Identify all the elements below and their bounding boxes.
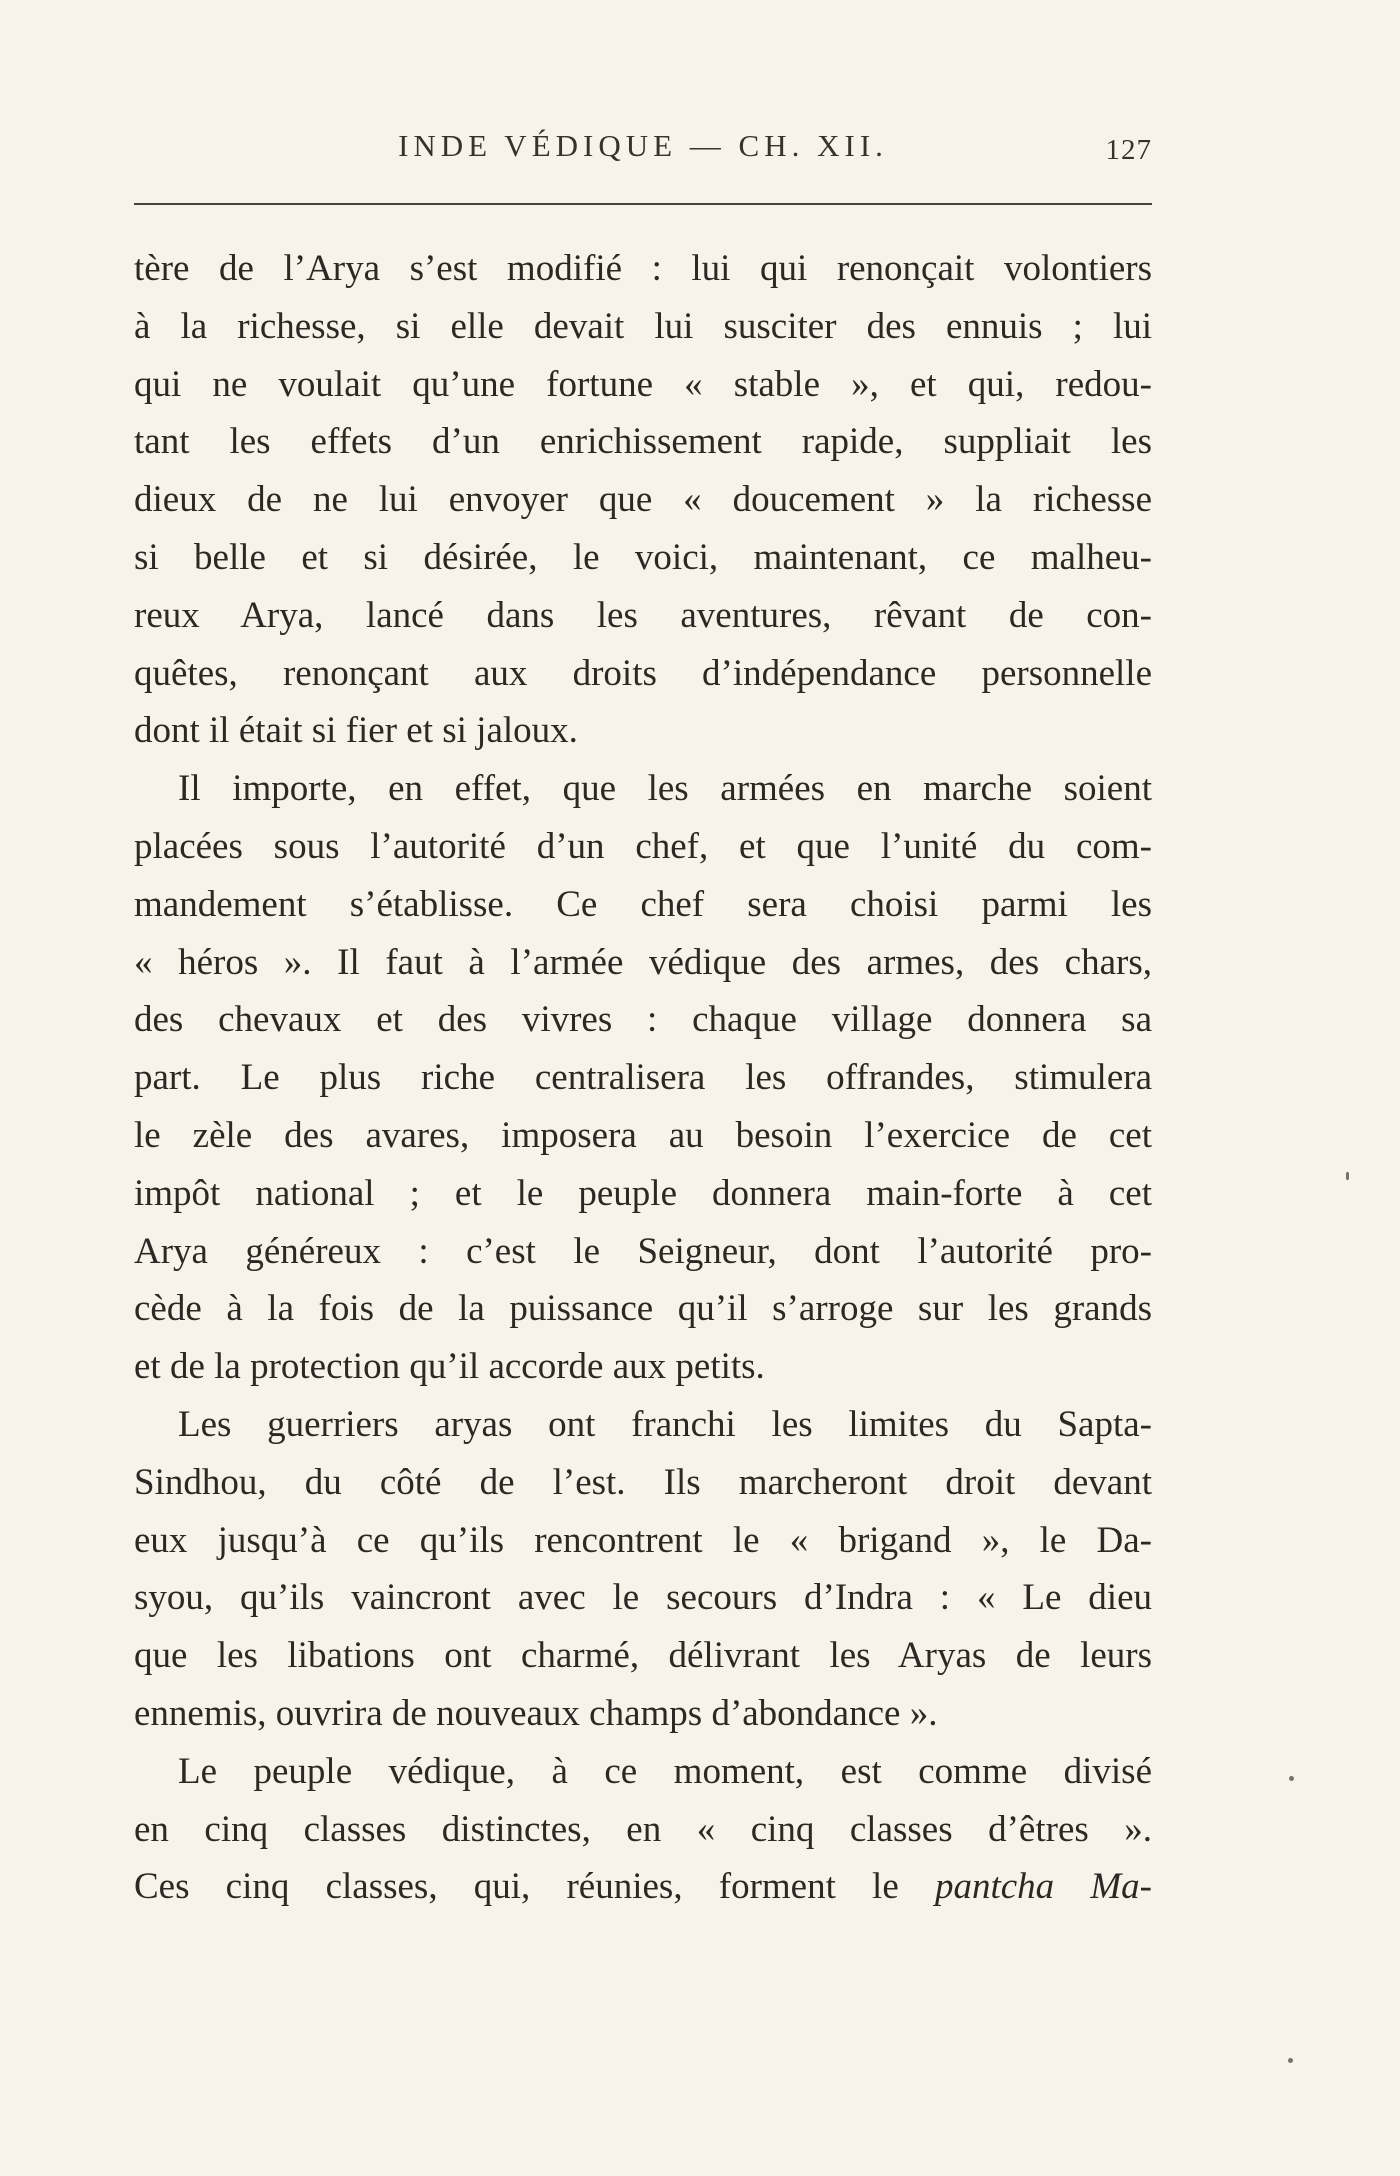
header-rule [134, 203, 1152, 205]
text-line: dont il était si fier et si jaloux. [134, 710, 578, 752]
text-line: dieux de ne lui envoyer que « doucement » la richesse [134, 479, 1152, 521]
italic-term: pantcha Ma- [934, 1866, 1152, 1908]
text-line-final [134, 1858, 1152, 1916]
text-line: tant les effets d’un enrichissement rapide, suppliait les [134, 421, 1152, 463]
running-title: INDE VÉDIQUE — CH. XII. [398, 128, 888, 163]
paper-speck [1289, 1776, 1294, 1781]
text-line: placées sous l’autorité d’un chef, et que l’unité du com- [134, 825, 1152, 867]
text-line: si belle et si désirée, le voici, maintenant, ce malheu- [134, 536, 1152, 578]
text-line: impôt national ; et le peuple donnera main-forte à cet [134, 1172, 1152, 1214]
paragraph-start-line: Il importe, en effet, que les armées en marche soient [178, 768, 1152, 810]
text-line: Sindhou, du côté de l’est. Ils marcheront droit devant [134, 1461, 1152, 1503]
text-line: eux jusqu’à ce qu’ils rencontrent le « brigand », le Da- [134, 1519, 1152, 1561]
text-line: syou, qu’ils vaincront avec le secours d’Indra : « Le dieu [134, 1577, 1152, 1619]
text-line: « héros ». Il faut à l’armée védique des armes, des chars, [134, 941, 1152, 983]
text-line: des chevaux et des vivres : chaque village donnera sa [134, 999, 1152, 1041]
page-number: 127 [1105, 134, 1152, 166]
text-line: en cinq classes distinctes, en « cinq classes d’êtres ». [134, 1808, 1152, 1850]
text-line: le zèle des avares, imposera au besoin l’exercice de cet [134, 1114, 1152, 1156]
text-line: tère de l’Arya s’est modifié : lui qui renonçait volontiers [134, 248, 1152, 289]
text-line: qui ne voulait qu’une fortune « stable », et qui, redou- [134, 363, 1152, 405]
paragraph-start-line: Le peuple védique, à ce moment, est comme divisé [178, 1750, 1152, 1792]
text-line: quêtes, renonçant aux droits d’indépendance personnelle [134, 652, 1152, 694]
final-line-roman: Ces cinq classes, qui, réunies, forment le [134, 1866, 899, 1908]
paper-speck [1288, 2058, 1293, 2063]
running-head [134, 128, 1152, 188]
text-line: à la richesse, si elle devait lui susciter des ennuis ; lui [134, 305, 1152, 347]
text-line: Arya généreux : c’est le Seigneur, dont l’autorité pro- [134, 1230, 1152, 1272]
text-line: que les libations ont charmé, délivrant les Aryas de leurs [134, 1635, 1152, 1677]
text-line: ennemis, ouvrira de nouveaux champs d’abondance ». [134, 1692, 938, 1734]
paragraph-start-line: Les guerriers aryas ont franchi les limites du Sapta- [178, 1403, 1152, 1445]
paper-speck [1346, 1172, 1349, 1180]
text-line: reux Arya, lancé dans les aventures, rêvant de con- [134, 594, 1152, 636]
text-line: part. Le plus riche centralisera les offrandes, stimulera [134, 1057, 1152, 1099]
text-line: cède à la fois de la puissance qu’il s’arroge sur les grands [134, 1288, 1152, 1330]
body-text [134, 240, 1152, 1916]
text-line: mandement s’établisse. Ce chef sera choisi parmi les [134, 883, 1152, 925]
text-line: et de la protection qu’il accorde aux petits. [134, 1346, 765, 1388]
